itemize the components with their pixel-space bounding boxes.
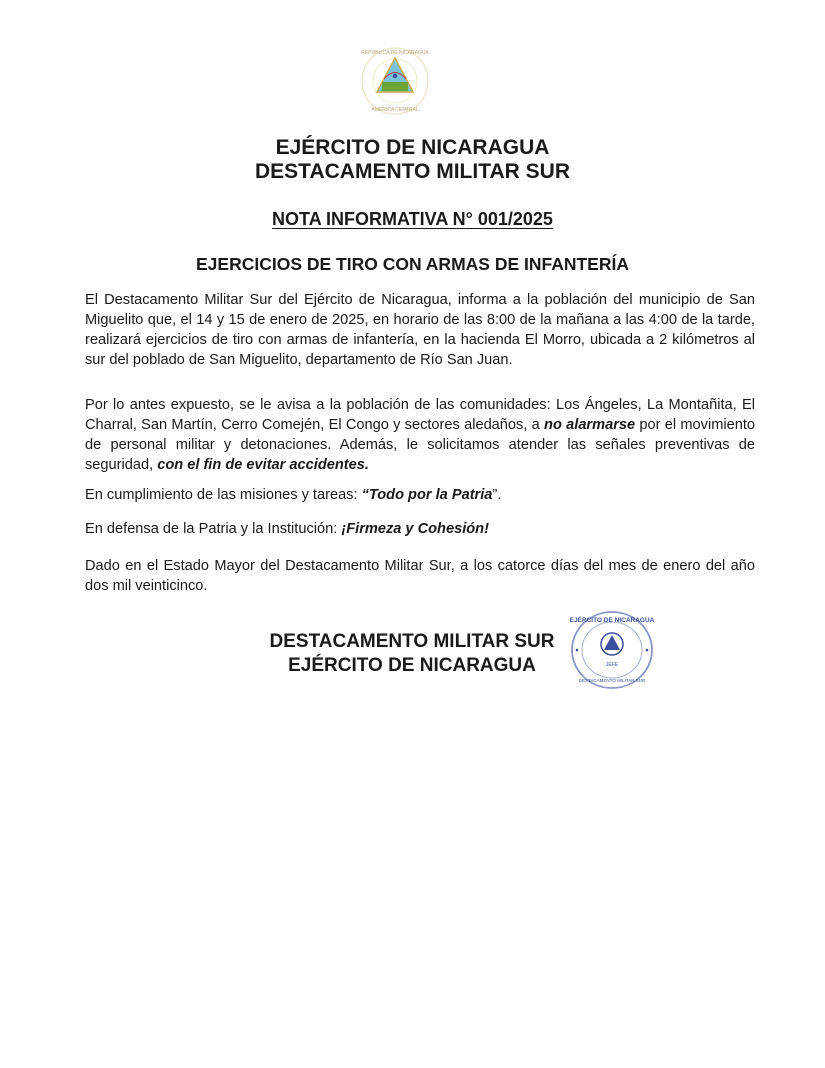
svg-text:EJÉRCITO DE NICARAGUA: EJÉRCITO DE NICARAGUA (569, 617, 655, 624)
svg-text:JEFE: JEFE (605, 662, 619, 668)
header-line-detachment: DESTACAMENTO MILITAR SUR (255, 160, 570, 183)
signature-line-detachment: DESTACAMENTO MILITAR SUR (269, 631, 555, 652)
motto-firmeza-cohesion: ¡Firmeza y Cohesión! (341, 521, 489, 537)
paragraph-motto-2 (85, 519, 755, 539)
paragraph-motto-1 (85, 485, 755, 505)
motto-close: ”. (492, 487, 502, 503)
paragraph-dated: Dado en el Estado Mayor del Destacamento Militar Sur, a los catorce días del mes de enero del año dos mil veinticinco. (85, 558, 755, 594)
signature-block (262, 630, 562, 678)
warning-text: Por lo antes expuesto, se le avisa a la población de las comunidades: Los Ángeles, La Montañita, El Charral, San Martín, Cerro Comején, El Congo y sectores aledaños, a (85, 397, 755, 433)
motto-todo-por-la-patria: “Todo por la Patria (361, 487, 493, 503)
subject-heading: EJERCICIOS DE TIRO CON ARMAS DE INFANTERÍA (196, 254, 629, 274)
nota-title: NOTA INFORMATIVA N° 001/2025 (272, 209, 553, 229)
paragraph-warning (85, 395, 755, 475)
army-stamp-icon (568, 608, 656, 692)
paragraph-announcement: El Destacamento Militar Sur del Ejército de Nicaragua, informa a la población del municipio de San Miguelito que, el 14 y 15 de enero de 2025, en horario de las 8:00 de la mañana a las 4:00 de la tarde, realizará ejercicios de tiro con armas de infantería, en la hacienda El Morro, ubicada a 2 kilómetros al sur del poblado de San Miguelito, departamento de Río San Juan. (85, 292, 755, 368)
svg-text:DESTACAMENTO MILITAR SUR: DESTACAMENTO MILITAR SUR (578, 678, 646, 683)
coat-of-arms-nicaragua-icon (360, 46, 430, 116)
motto-intro: En cumplimiento de las misiones y tareas: (85, 487, 362, 503)
organization-header (0, 136, 825, 184)
warning-text-cont: por el movimiento de personal militar y detonaciones. Además, le solicitamos atender las señales preventivas de seguridad, (85, 417, 755, 473)
signature-line-army: EJÉRCITO DE NICARAGUA (288, 655, 536, 676)
motto-intro: En defensa de la Patria y la Institución: (85, 521, 342, 537)
emphasis-evitar-accidentes: con el fin de evitar accidentes. (157, 457, 369, 473)
emphasis-no-alarmarse: no alarmarse (544, 417, 636, 433)
svg-text:AMÉRICA CENTRAL: AMÉRICA CENTRAL (371, 107, 419, 113)
svg-text:REPÚBLICA DE NICARAGUA: REPÚBLICA DE NICARAGUA (361, 50, 429, 56)
header-line-army: EJÉRCITO DE NICARAGUA (275, 136, 550, 159)
